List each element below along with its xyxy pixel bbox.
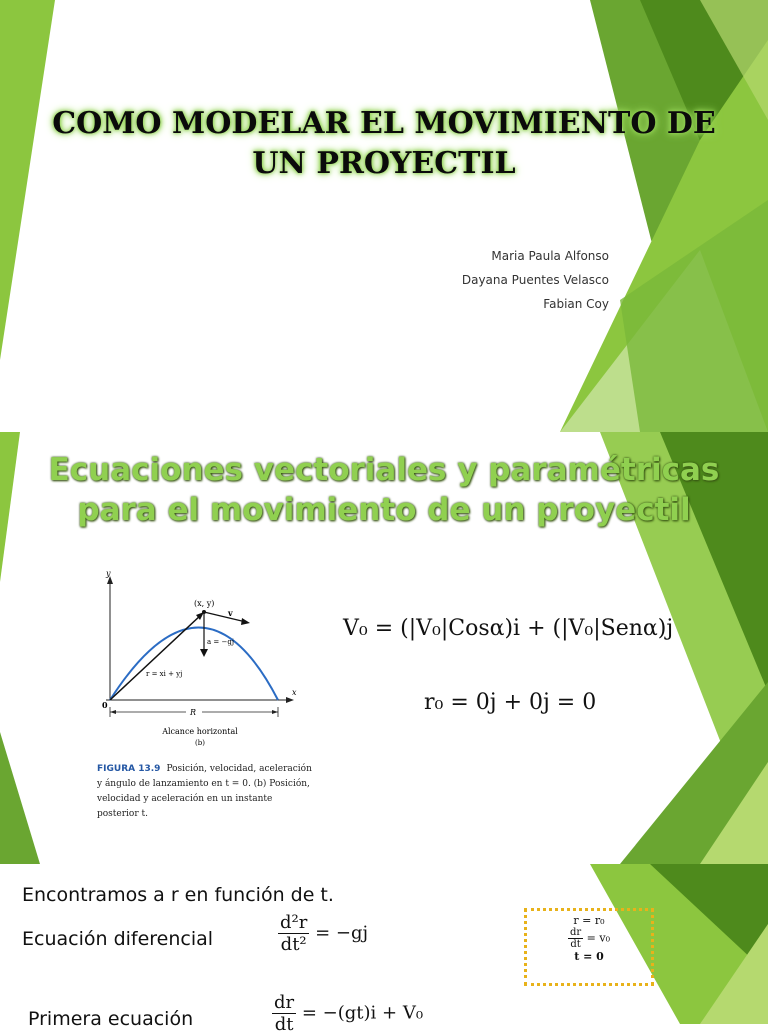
figure-number: FIGURA 13.9 [97,764,161,774]
author-1: Maria Paula Alfonso [491,249,609,263]
condition-time: t = 0 [574,950,604,963]
author-2: Dayana Puentes Velasco [461,273,609,287]
acceleration-label: a = −gj [207,638,235,646]
equations-slide [0,432,768,864]
position-vector-label: r = xi + yj [146,670,183,678]
green-triangle-decoration [0,0,768,432]
first-equation [272,992,423,1035]
title-slide [0,0,768,432]
title-line-2: para el movimiento de un proyectil [77,492,691,528]
figure-caption [97,762,312,822]
title-line-2: UN PROYECTIL [252,146,516,181]
condition-velocity [527,927,651,950]
fraction-numerator: dr [569,927,582,938]
trajectory-diagram [88,560,312,760]
fraction-denominator: dt² [280,934,307,955]
y-axis-label: y [106,569,111,578]
origin-label: 0 [102,700,108,710]
fraction-numerator: d²r [280,912,308,933]
fraction-numerator: dr [274,992,295,1013]
condition-position: r = r₀ [573,914,605,927]
slide-title [0,104,768,184]
differential-equation [278,912,368,955]
second-derivative-fraction [278,912,309,955]
velocity-fraction [568,927,583,950]
initial-position-equation: r₀ = 0j + 0j = 0 [424,690,597,715]
title-line-1: Ecuaciones vectoriales y paramétricas [48,452,720,488]
projectile-figure [88,560,312,826]
first-equation-label: Primera ecuación [28,1008,194,1030]
condition-velocity-rhs: = v₀ [586,931,611,945]
slide-title [0,450,768,530]
sub-figure-label: (b) [195,739,205,747]
point-label: (x, y) [194,599,215,608]
first-derivative-fraction [272,992,296,1035]
authors-list [462,244,609,316]
x-axis-label: x [292,688,297,697]
velocity-label: v [228,608,233,618]
equation-rhs: = −(gt)i + V₀ [301,1002,424,1024]
title-line-1: COMO MODELAR EL MOVIMIENTO DE [52,106,716,141]
range-label: R [190,708,197,717]
figure-caption-text: Posición, velocidad, aceleración y ángulo de lanzamiento en t = 0. (b) Posición, velocidad y aceleración en un instante posterior t. [97,764,312,819]
fraction-denominator: dt [274,1014,294,1035]
initial-velocity-equation: V₀ = (|V₀|Cosα)i + (|V₀|Senα)j [343,616,674,641]
derivation-slide [0,864,768,1035]
range-caption: Alcance horizontal [162,727,238,736]
intro-text: Encontramos a r en función de t. [22,884,334,906]
differential-equation-label: Ecuación diferencial [22,928,214,950]
equation-rhs: = −gj [315,922,369,944]
initial-conditions-box [524,908,654,986]
fraction-denominator: dt [570,939,581,950]
author-3: Fabian Coy [543,297,609,311]
